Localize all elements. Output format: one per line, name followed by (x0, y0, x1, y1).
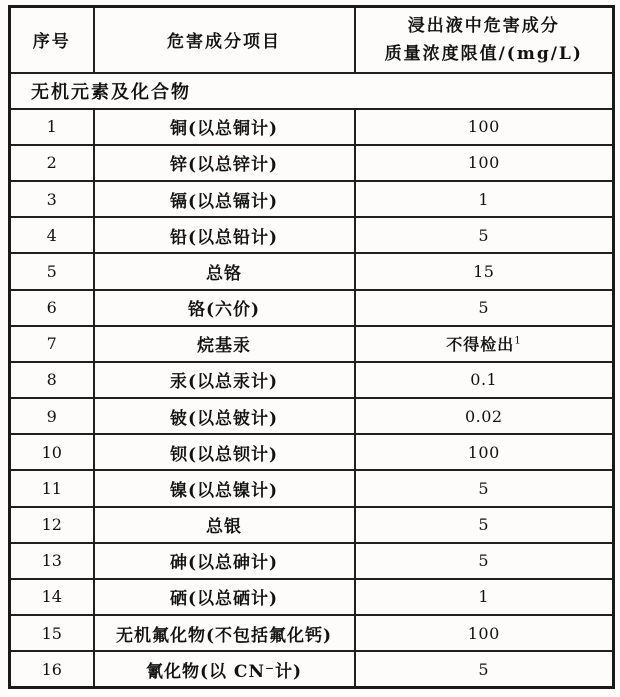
cell-limit: 5 (355, 651, 614, 687)
cell-limit (355, 326, 614, 362)
cell-item: 铜(以总铜计) (94, 109, 355, 145)
cell-no: 5 (10, 253, 94, 289)
cell-no: 1 (10, 109, 94, 145)
table-row (10, 398, 614, 434)
cell-no: 3 (10, 181, 94, 217)
cell-item: 总银 (94, 507, 355, 543)
hazard-limits-table (8, 5, 615, 689)
cell-item: 汞(以总汞计) (94, 362, 355, 398)
section-row (10, 73, 614, 109)
table-row (10, 181, 614, 217)
cell-limit: 15 (355, 253, 614, 289)
cell-no: 10 (10, 434, 94, 470)
cell-no: 7 (10, 326, 94, 362)
table-row (10, 651, 614, 687)
table-row (10, 217, 614, 253)
cell-limit: 100 (355, 434, 614, 470)
table-row (10, 145, 614, 181)
cell-limit: 0.02 (355, 398, 614, 434)
col-header-item: 危害成分项目 (94, 7, 355, 73)
cell-no: 8 (10, 362, 94, 398)
col-header-limit (355, 7, 614, 73)
col-header-limit-line2: 质量浓度限值/(mg/L) (384, 43, 583, 64)
section-header-inorganic: 无机元素及化合物 (10, 73, 614, 109)
cell-no: 15 (10, 615, 94, 651)
cell-limit: 5 (355, 290, 614, 326)
cell-limit: 5 (355, 543, 614, 579)
table-row (10, 253, 614, 289)
cell-item: 铅(以总铅计) (94, 217, 355, 253)
cell-limit: 100 (355, 615, 614, 651)
table-row (10, 579, 614, 615)
table-row (10, 109, 614, 145)
footnote-marker: 1 (514, 335, 522, 347)
table-row (10, 434, 614, 470)
cell-item: 铬(六价) (94, 290, 355, 326)
cell-no: 13 (10, 543, 94, 579)
col-header-no: 序号 (10, 7, 94, 73)
cell-no: 16 (10, 651, 94, 687)
cell-no: 12 (10, 507, 94, 543)
cell-no: 14 (10, 579, 94, 615)
cell-limit: 5 (355, 470, 614, 506)
cell-item: 钡(以总钡计) (94, 434, 355, 470)
cell-limit: 1 (355, 181, 614, 217)
cell-no: 6 (10, 290, 94, 326)
table-row (10, 326, 614, 362)
table-row (10, 470, 614, 506)
cell-item: 硒(以总硒计) (94, 579, 355, 615)
table-header-row (10, 7, 614, 73)
col-header-limit-line1: 浸出液中危害成分 (407, 15, 560, 36)
cell-item: 锌(以总锌计) (94, 145, 355, 181)
cell-limit: 0.1 (355, 362, 614, 398)
cell-item: 镍(以总镍计) (94, 470, 355, 506)
cell-item: 氰化物(以 CN⁻计) (94, 651, 355, 687)
cell-item: 镉(以总镉计) (94, 181, 355, 217)
cell-no: 2 (10, 145, 94, 181)
cell-limit: 1 (355, 579, 614, 615)
cell-no: 4 (10, 217, 94, 253)
cell-item: 烷基汞 (94, 326, 355, 362)
cell-limit: 100 (355, 145, 614, 181)
table-row (10, 362, 614, 398)
table-row (10, 543, 614, 579)
table-row (10, 615, 614, 651)
table-row (10, 290, 614, 326)
cell-item: 总铬 (94, 253, 355, 289)
cell-item: 无机氟化物(不包括氟化钙) (94, 615, 355, 651)
cell-no: 9 (10, 398, 94, 434)
cell-limit: 5 (355, 217, 614, 253)
cell-limit: 5 (355, 507, 614, 543)
table-row (10, 507, 614, 543)
limit-text: 不得检出 (446, 335, 515, 355)
cell-item: 铍(以总铍计) (94, 398, 355, 434)
cell-no: 11 (10, 470, 94, 506)
cell-limit: 100 (355, 109, 614, 145)
cell-item: 砷(以总砷计) (94, 543, 355, 579)
